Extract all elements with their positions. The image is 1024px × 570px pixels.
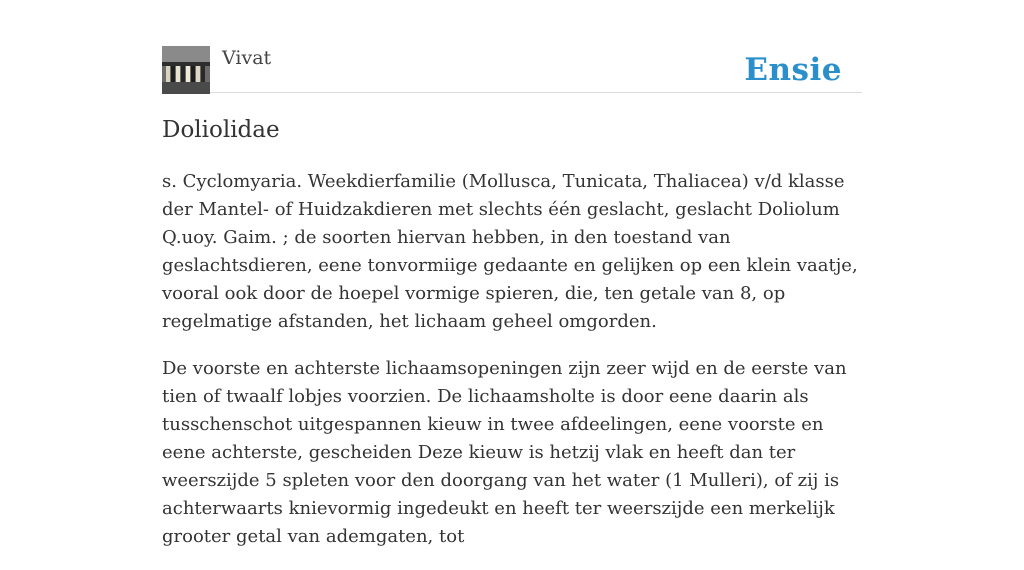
book-spines-icon — [162, 46, 210, 94]
site-header — [162, 46, 862, 93]
brand-logo[interactable]: Ensie — [744, 52, 842, 88]
article-paragraph: s. Cyclomyaria. Weekdierfamilie (Mollusca, Tunicata, Thaliacea) v/d klasse der Mantel- of Huidzakdieren met slechts één geslacht, geslacht Doliolum Q.uoy. Gaim. ; de soorten hiervan hebben, in den toestand van geslachtsdieren, eene tonvormiige gedaante en gelijken op een klein vaatje, vooral ook door de hoepel vormige spieren, die, ten getale van 8, op regelmatige afstanden, het lichaam geheel omgorden. — [162, 171, 858, 332]
source-avatar[interactable] — [162, 46, 210, 94]
source-name[interactable]: Vivat — [222, 47, 272, 69]
page-title: Doliolidae — [162, 117, 280, 143]
article-body — [162, 168, 867, 570]
article-paragraph: De voorste en achterste lichaamsopeningen zijn zeer wijd en de eerste van tien of twaalf lobjes voorzien. De lichaamsholte is door eene daarin als tusschenschot uitgespannen kieuw in twee afdeelingen, eene voorste en eene achterste, gescheiden Deze kieuw is hetzij vlak en heeft dan ter weerszijde 5 spleten voor den doorgang van het water (1 Mulleri), of zij is achterwaarts knievormig ingedeukt en heeft ter weerszijde een merkelijk grooter getal van ademgaten, tot — [162, 358, 847, 547]
